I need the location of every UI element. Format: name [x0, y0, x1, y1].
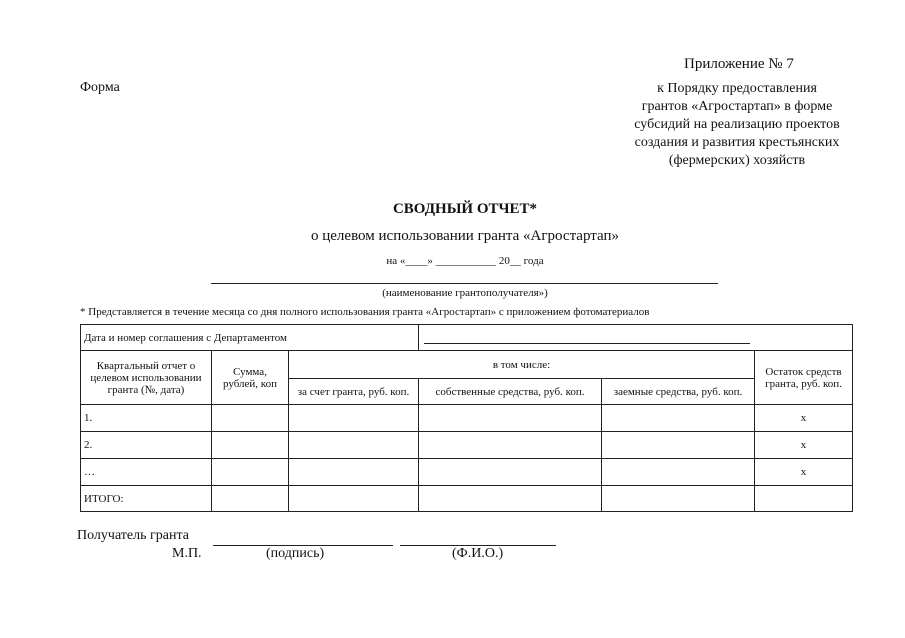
header-borrowed-funds: заемные средства, руб. коп.	[602, 379, 755, 405]
cell-grant-funds[interactable]	[289, 405, 419, 432]
header-own-funds: собственные средства, руб. коп.	[419, 379, 602, 405]
cell-grant-funds[interactable]	[289, 432, 419, 459]
appendix-line: грантов «Агростартап» в форме	[641, 99, 833, 114]
header-sum: Сумма, рублей, коп	[212, 351, 289, 405]
cell-own-funds[interactable]	[419, 432, 602, 459]
cell-remainder[interactable]	[755, 486, 853, 512]
signature-caption: (подпись)	[266, 546, 325, 561]
cell-sum[interactable]	[212, 486, 289, 512]
cell-sum[interactable]	[212, 432, 289, 459]
report-table	[80, 324, 853, 512]
header-grant-funds: за счет гранта, руб. коп.	[289, 379, 419, 405]
cell-own-funds[interactable]	[419, 486, 602, 512]
cell-remainder: х	[755, 459, 853, 486]
footnote: * Представляется в течение месяца со дня полного использования гранта «Агростартап» с приложением фотоматериалов	[80, 306, 650, 318]
cell-borrowed-funds[interactable]	[602, 405, 755, 432]
appendix-title: Приложение № 7	[684, 56, 794, 72]
report-subtitle: о целевом использовании гранта «Агростартап»	[311, 228, 619, 244]
cell-sum[interactable]	[212, 459, 289, 486]
appendix-line: создания и развития крестьянских	[634, 135, 840, 150]
cell-grant-funds[interactable]	[289, 459, 419, 486]
agreement-value-cell[interactable]	[419, 325, 853, 351]
header-quarterly: Квартальный отчет о целевом использовании гранта (№, дата)	[81, 351, 212, 405]
header-row	[81, 351, 853, 379]
cell-own-funds[interactable]	[419, 459, 602, 486]
appendix-line: субсидий на реализацию проектов	[634, 117, 840, 132]
header-remainder: Остаток средств гранта, руб. коп.	[755, 351, 853, 405]
table-row	[81, 405, 853, 432]
cell-grant-funds[interactable]	[289, 486, 419, 512]
agreement-value-line	[424, 331, 750, 344]
appendix-subtitle	[612, 80, 862, 170]
cell-borrowed-funds[interactable]	[602, 486, 755, 512]
grantee-caption: (наименование грантополучателя»)	[382, 287, 548, 299]
appendix-line: к Порядку предоставления	[657, 81, 817, 96]
row-label: …	[81, 459, 212, 486]
cell-borrowed-funds[interactable]	[602, 432, 755, 459]
row-label: 2.	[81, 432, 212, 459]
appendix-line: (фермерских) хозяйств	[668, 153, 806, 168]
header-including: в том числе:	[289, 351, 755, 379]
cell-own-funds[interactable]	[419, 405, 602, 432]
grantee-name-field[interactable]	[211, 283, 718, 284]
stamp-label: М.П.	[172, 546, 202, 561]
cell-remainder: х	[755, 432, 853, 459]
report-date-line: на «____» ___________ 20__ года	[386, 255, 544, 267]
row-label: ИТОГО:	[81, 486, 212, 512]
table-row-total	[81, 486, 853, 512]
name-caption: (Ф.И.О.)	[452, 546, 504, 561]
table-row	[81, 432, 853, 459]
report-title: СВОДНЫЙ ОТЧЕТ*	[392, 201, 538, 217]
recipient-label: Получатель гранта	[77, 528, 189, 543]
table-row	[81, 459, 853, 486]
cell-sum[interactable]	[212, 405, 289, 432]
agreement-label: Дата и номер соглашения с Департаментом	[81, 325, 419, 351]
agreement-row	[81, 325, 853, 351]
cell-remainder: х	[755, 405, 853, 432]
form-label: Форма	[80, 80, 120, 95]
row-label: 1.	[81, 405, 212, 432]
cell-borrowed-funds[interactable]	[602, 459, 755, 486]
